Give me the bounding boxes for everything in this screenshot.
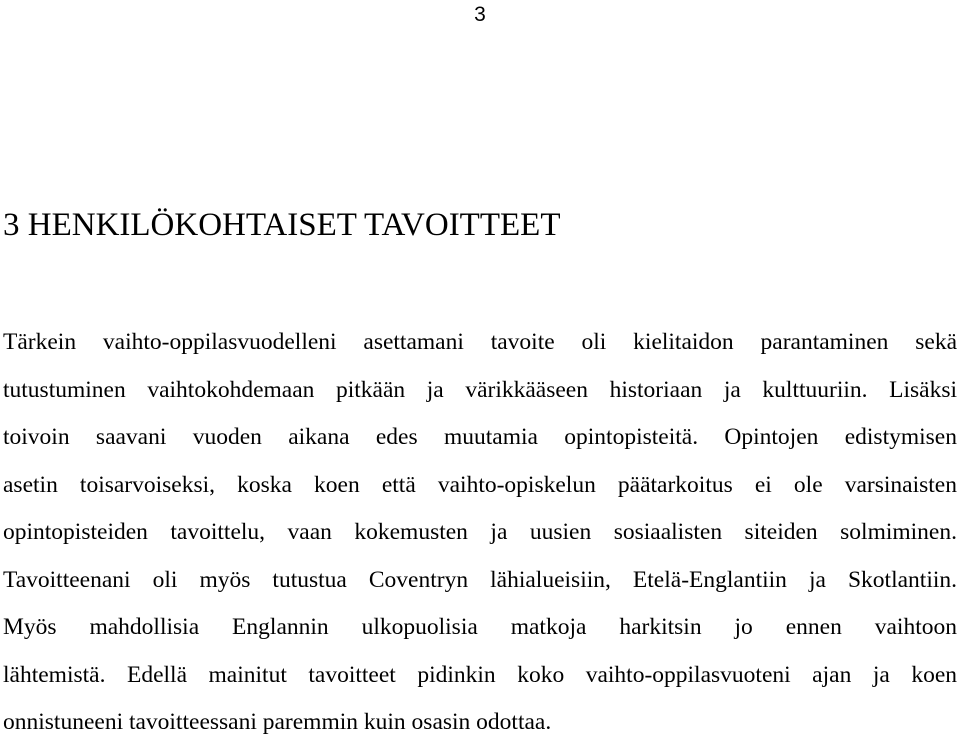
paragraph-line: lähtemistä. Edellä mainitut tavoitteet pidinkin koko vaihto-oppilasvuoteni ajan ja koen — [3, 661, 957, 688]
paragraph-line: asetin toisarvoiseksi, koska koen että vaihto-opiskelun päätarkoitus ei ole varsinaisten — [3, 471, 957, 498]
body-paragraph — [3, 319, 957, 747]
paragraph-line: Tavoitteenani oli myös tutustua Coventryn lähialueisiin, Etelä-Englantiin ja Skotlantiin. — [3, 566, 957, 593]
paragraph-line: onnistuneeni tavoitteessani paremmin kuin osasin odottaa. — [3, 709, 552, 735]
paragraph-line: Myös mahdollisia Englannin ulkopuolisia matkoja harkitsin jo ennen vaihtoon — [3, 614, 957, 640]
paragraph-line: Tärkein vaihto-oppilasvuodelleni asettamani tavoite oli kielitaidon parantaminen sekä — [3, 329, 957, 355]
paragraph-line: toivoin saavani vuoden aikana edes muutamia opintopisteitä. Opintojen edistymisen — [3, 424, 957, 450]
paragraph-line: opintopisteiden tavoittelu, vaan kokemusten ja uusien sosiaalisten siteiden solmiminen. — [3, 519, 957, 545]
section-heading: 3 HENKILÖKOHTAISET TAVOITTEET — [3, 207, 561, 243]
page-number: 3 — [474, 3, 486, 26]
paragraph-line: tutustuminen vaihtokohdemaan pitkään ja värikkääseen historiaan ja kulttuuriin. Lisäksi — [3, 376, 957, 403]
